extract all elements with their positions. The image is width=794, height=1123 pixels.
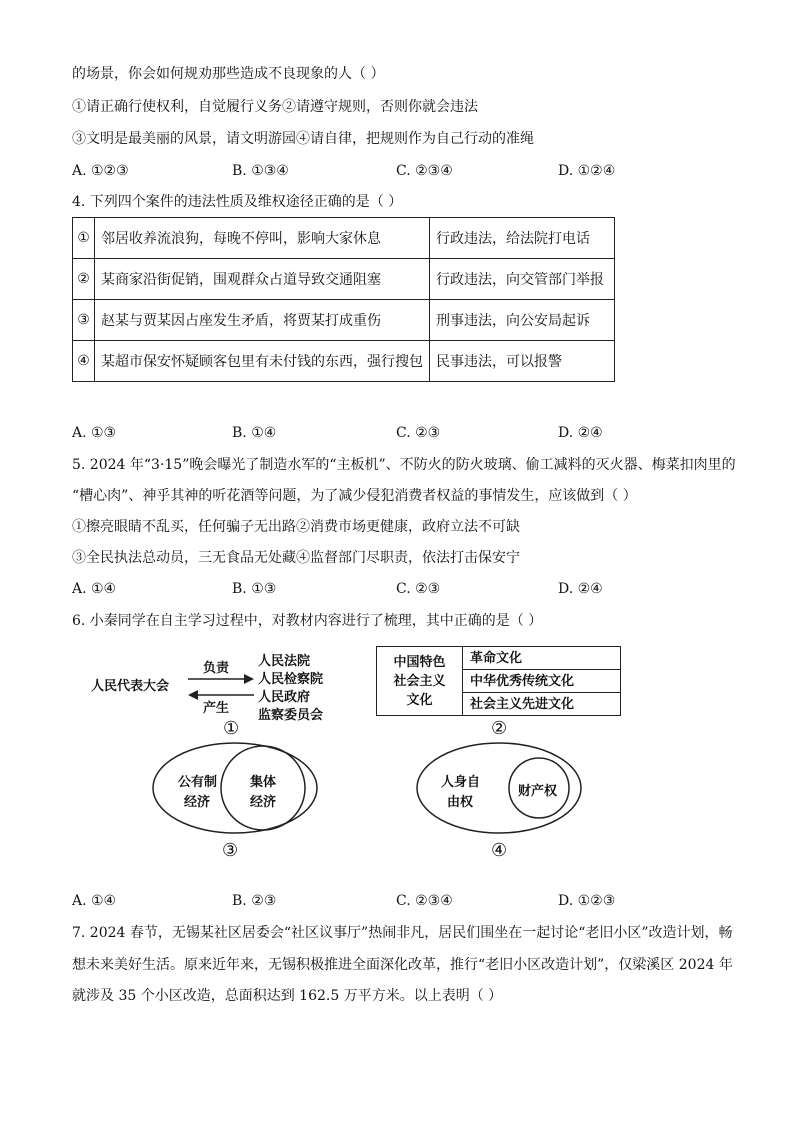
case-description: 某商家沿街促销，围观群众占道导致交通阻塞 xyxy=(95,259,430,300)
culture-main-label: 中国特色 社会主义 文化 xyxy=(377,647,463,715)
organ-government: 人民政府 xyxy=(258,690,311,705)
q6-option-b[interactable]: B. ②③ xyxy=(232,893,277,909)
q5-option-c[interactable]: C. ②③ xyxy=(396,581,441,597)
produces-label: 产生 xyxy=(203,701,230,716)
collective-economy-label: 集体 xyxy=(250,775,277,790)
organ-court: 人民法院 xyxy=(258,654,311,669)
q5-option-a[interactable]: A. ①④ xyxy=(72,581,117,597)
culture-diagram xyxy=(376,646,621,716)
culture-row: 革命文化 xyxy=(463,647,620,670)
q5-option-b[interactable]: B. ①③ xyxy=(232,581,277,597)
q4-case-table xyxy=(72,217,615,382)
q3-option-a[interactable]: A. ①②③ xyxy=(72,163,129,179)
case-nature: 民事违法，可以报警 xyxy=(430,341,615,382)
q7-stem-line-2: 想未来美好生活。原来近年来，无锡积极推进全面深化改革，推行“老旧小区改造计划”，仅梁溪区 2024 年 xyxy=(72,957,733,973)
economy-ellipse-diagram xyxy=(150,740,320,836)
case-number: ③ xyxy=(73,300,95,341)
case-nature: 行政违法，给法院打电话 xyxy=(430,218,615,259)
q5-option-d[interactable]: D. ②④ xyxy=(558,581,603,597)
case-description: 某超市保安怀疑顾客包里有未付钱的东西，强行搜包 xyxy=(95,341,430,382)
case-nature: 行政违法，向交管部门举报 xyxy=(430,259,615,300)
rights-ellipse-diagram xyxy=(414,740,584,836)
organ-supervisory-commission: 监察委员会 xyxy=(258,708,324,723)
table-row xyxy=(73,218,615,259)
diagram-number-2: ② xyxy=(491,718,508,739)
table-row xyxy=(73,341,615,382)
q6-option-a[interactable]: A. ①④ xyxy=(72,893,117,909)
case-number: ① xyxy=(73,218,95,259)
public-ownership-label-2: 经济 xyxy=(184,795,211,810)
peoples-congress-label: 人民代表大会 xyxy=(91,679,170,694)
q4-stem: 4. 下列四个案件的违法性质及维权途径正确的是（ ） xyxy=(72,194,403,210)
q5-statements-line-1: ①擦亮眼睛不乱买，任何骗子无出路②消费市场更健康，政府立法不可缺 xyxy=(72,519,520,535)
q7-stem-line-3: 就涉及 35 个小区改造，总面积达到 162.5 万平方米。以上表明（ ） xyxy=(72,988,503,1004)
q6-stem: 6. 小秦同学在自主学习过程中，对教材内容进行了梳理，其中正确的是（ ） xyxy=(72,613,543,629)
q4-option-c[interactable]: C. ②③ xyxy=(396,425,441,441)
q5-statements-line-2: ③全民执法总动员，三无食品无处藏④监督部门尽职责，依法打击保安宁 xyxy=(72,550,520,566)
personal-freedom-label-2: 由权 xyxy=(447,795,474,810)
q3-statements-line-2: ③文明是最美丽的风景，请文明游园④请自律，把规则作为自己行动的准绳 xyxy=(72,131,534,147)
diagram-number-4: ④ xyxy=(491,840,508,861)
q3-option-c[interactable]: C. ②③④ xyxy=(396,163,453,179)
case-number: ④ xyxy=(73,341,95,382)
table-row xyxy=(73,300,615,341)
collective-economy-label-2: 经济 xyxy=(250,795,277,810)
q7-stem-line-1: 7. 2024 春节，无锡某社区居委会“社区议事厅”热闹非凡，居民们围坐在一起讨论“老旧小区”改造计划，畅 xyxy=(72,925,733,941)
case-description: 赵某与贾某因占座发生矛盾，将贾某打成重伤 xyxy=(95,300,430,341)
q4-option-a[interactable]: A. ①③ xyxy=(72,425,117,441)
case-number: ② xyxy=(73,259,95,300)
diagram-number-1: ① xyxy=(223,718,240,739)
q3-statements-line-1: ①请正确行使权利，自觉履行义务②请遵守规则，否则你就会违法 xyxy=(72,99,478,115)
q5-stem-line-2: “槽心肉”、神乎其神的听花酒等问题，为了减少侵犯消费者权益的事情发生，应该做到（ ） xyxy=(72,488,637,504)
arrow-pair-icon xyxy=(186,672,256,702)
public-ownership-label: 公有制 xyxy=(178,775,218,790)
case-description: 邻居收养流浪狗，每晚不停叫，影响大家休息 xyxy=(95,218,430,259)
q4-option-d[interactable]: D. ②④ xyxy=(558,425,603,441)
diagram-number-3: ③ xyxy=(222,840,239,861)
q3-option-b[interactable]: B. ①③④ xyxy=(232,163,289,179)
culture-row: 社会主义先进文化 xyxy=(470,697,575,712)
responsible-label: 负责 xyxy=(203,661,230,676)
property-right-label: 财产权 xyxy=(518,784,558,799)
table-row xyxy=(73,259,615,300)
q3-stem-continuation: 的场景，你会如何规劝那些造成不良现象的人（ ） xyxy=(72,66,385,82)
culture-row: 中华优秀传统文化 xyxy=(463,670,620,693)
q4-option-b[interactable]: B. ①④ xyxy=(232,425,277,441)
q5-stem-line-1: 5. 2024 年“3·15”晚会曝光了制造水军的“主板机”、不防火的防火玻璃、偷工减料的灭火器、梅菜扣肉里的 xyxy=(72,457,736,473)
q6-option-d[interactable]: D. ①②③ xyxy=(558,893,616,909)
q3-option-d[interactable]: D. ①②④ xyxy=(558,163,616,179)
case-nature: 刑事违法，向公安局起诉 xyxy=(430,300,615,341)
q6-option-c[interactable]: C. ②③④ xyxy=(396,893,453,909)
personal-freedom-label: 人身自 xyxy=(441,775,481,790)
organ-procuratorate: 人民检察院 xyxy=(258,672,324,687)
